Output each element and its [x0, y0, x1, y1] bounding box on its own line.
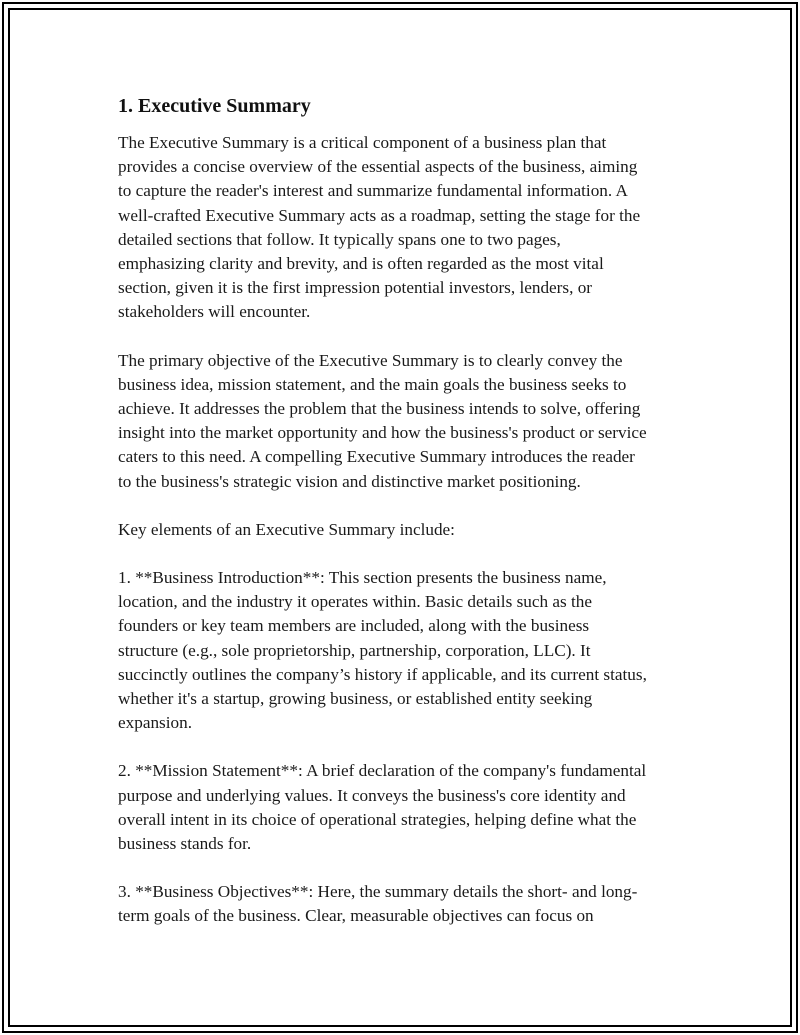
list-item-mission-statement: 2. **Mission Statement**: A brief declaration of the company's fundamental purpose and underlying values. It conveys the business's core identity and overall intent in its choice of operational strategies, helping define what the business stands for.	[118, 761, 647, 854]
list-item-business-objectives: 3. **Business Objectives**: Here, the summary details the short- and long- term goals of the business. Clear, measurable objectives can focus on	[118, 882, 638, 926]
document-body	[118, 92, 698, 953]
paragraph-intro: The Executive Summary is a critical component of a business plan that provides a concise overview of the essential aspects of the business, aiming to capture the reader's interest and summarize fundamental information. A well-crafted Executive Summary acts as a roadmap, setting the stage for the detailed sections that follow. It typically spans one to two pages, emphasizing clarity and brevity, and is often regarded as the most vital section, given it is the first impression potential investors, lenders, or stakeholders will encounter.	[118, 133, 641, 322]
paragraph-key-elements: Key elements of an Executive Summary include:	[118, 519, 455, 539]
paragraph-objective: The primary objective of the Executive Summary is to clearly convey the business idea, mission statement, and the main goals the business seeks to achieve. It addresses the problem that the business intends to solve, offering insight into the market opportunity and how the business's product or service caters to this need. A compelling Executive Summary introduces the reader to the business's strategic vision and distinctive market positioning.	[118, 350, 647, 491]
section-heading: 1. Executive Summary	[118, 95, 311, 117]
list-item-business-introduction: 1. **Business Introduction**: This section presents the business name, location, and the industry it operates within. Basic details such as the founders or key team members are included, along with the business structure (e.g., sole proprietorship, partnership, corporation, LLC). It succinctly outlines the company’s history if applicable, and its current status, whether it's a startup, growing business, or established entity seeking expansion.	[118, 568, 647, 733]
